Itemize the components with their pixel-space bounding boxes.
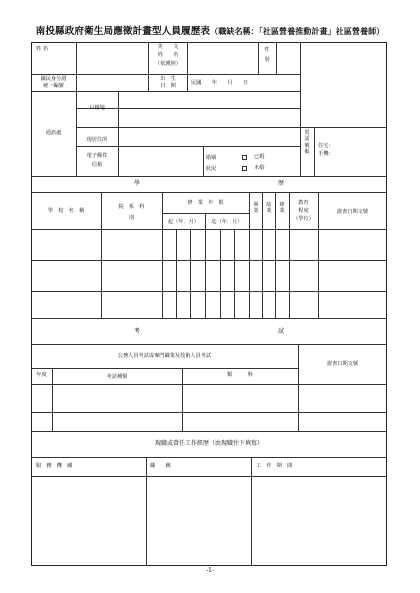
education-level-header: 程度 bbox=[298, 208, 309, 214]
email-label: 電子郵件 bbox=[86, 153, 108, 159]
rule bbox=[31, 457, 387, 458]
rule bbox=[118, 91, 119, 176]
rule bbox=[31, 229, 387, 230]
rule bbox=[146, 457, 147, 566]
department-header: 院 系 科 bbox=[118, 204, 145, 210]
form-title-main: 南投縣政府衛生局應徵計畫型人員履歷表 bbox=[35, 26, 211, 37]
rule bbox=[31, 91, 300, 92]
resume-form bbox=[31, 42, 387, 566]
incomplete-header: 肄業 bbox=[279, 202, 285, 215]
rule bbox=[31, 476, 387, 477]
rule bbox=[31, 344, 387, 345]
rule bbox=[249, 192, 250, 318]
exam-category-header: 類 科 bbox=[227, 372, 253, 378]
rule bbox=[31, 192, 387, 193]
english-name-label: 英 文 bbox=[157, 44, 179, 50]
rule bbox=[176, 229, 177, 318]
id-number-label: 國民身分證 bbox=[40, 76, 67, 82]
exam-section-title: 考 試 bbox=[133, 328, 284, 335]
page-number: -1- bbox=[206, 567, 214, 574]
rule bbox=[190, 229, 191, 318]
rule bbox=[148, 42, 149, 74]
rule bbox=[31, 74, 300, 75]
english-name-note: （依護照） bbox=[155, 61, 181, 67]
home-phone: 住宅： bbox=[318, 143, 334, 149]
form-title bbox=[0, 23, 420, 37]
rule bbox=[300, 42, 301, 127]
rule bbox=[276, 42, 277, 74]
study-period-header: 修 業 年 限 bbox=[187, 200, 224, 206]
married-checkbox[interactable] bbox=[242, 155, 247, 160]
education-section-title: 學 歷 bbox=[133, 180, 284, 187]
rule bbox=[31, 318, 387, 319]
form-subtitle: （職缺名稱：「社區營養推動計畫」社區營養師） bbox=[210, 26, 385, 36]
education-level-header: （學位） bbox=[293, 216, 314, 222]
rule bbox=[251, 457, 252, 566]
rule bbox=[234, 229, 235, 318]
gender-label: 性 bbox=[264, 47, 270, 53]
birth-date-label: 日 期 bbox=[160, 83, 176, 89]
exam-cert-header: 證書日期文號 bbox=[326, 361, 359, 367]
department-header: 別 bbox=[128, 215, 135, 221]
rule bbox=[162, 192, 163, 318]
exam-year-header: 年度 bbox=[36, 372, 47, 378]
id-number-label: 統一編號 bbox=[43, 83, 64, 89]
name-label: 姓 名 bbox=[36, 46, 49, 52]
residence-label: 現居住所 bbox=[86, 137, 108, 143]
rule bbox=[76, 146, 300, 147]
marital-label: 狀況 bbox=[205, 166, 217, 172]
rule bbox=[205, 213, 206, 318]
rule bbox=[31, 368, 298, 369]
exam-type-title: 公務人員考試或專門職業及技術人員考試 bbox=[117, 353, 212, 359]
marital-label: 婚姻 bbox=[205, 155, 217, 161]
rule bbox=[275, 192, 276, 318]
position-header: 職 稱 bbox=[150, 463, 171, 469]
rule bbox=[101, 192, 102, 318]
rule bbox=[220, 229, 221, 318]
education-level-header: 教育 bbox=[298, 200, 309, 206]
address-label: 通訊處 bbox=[45, 130, 62, 136]
exam-kind-header: 考試種類 bbox=[106, 374, 128, 380]
married-label: 已婚 bbox=[254, 154, 265, 160]
rule bbox=[262, 192, 263, 318]
mobile-phone: 手機： bbox=[318, 151, 334, 157]
rule bbox=[31, 176, 387, 177]
rule bbox=[31, 412, 387, 413]
rule bbox=[298, 344, 299, 431]
rule bbox=[31, 384, 387, 385]
single-checkbox[interactable] bbox=[242, 166, 247, 171]
rule bbox=[31, 431, 387, 432]
single-label: 未婚 bbox=[254, 165, 265, 171]
rule bbox=[314, 127, 315, 176]
graduated-header: 畢業 bbox=[253, 202, 259, 215]
experience-section-title: 現職或曾任工作經歷（由現職往下填寫） bbox=[154, 440, 263, 447]
email-label: 信箱 bbox=[91, 162, 103, 168]
english-name-label: 姓 名 bbox=[157, 52, 179, 58]
organization-header: 服 務 機 關 bbox=[36, 463, 73, 469]
study-from-header: 起（年．月） bbox=[167, 219, 200, 225]
phone-label: 電話號碼 bbox=[304, 130, 310, 156]
gender-label: 別 bbox=[264, 57, 270, 63]
birth-date-value[interactable]: 民國 年 月 日 bbox=[191, 80, 249, 86]
rule bbox=[31, 260, 387, 261]
rule bbox=[187, 42, 188, 91]
rule bbox=[76, 127, 387, 128]
education-cert-header: 證書日期文號 bbox=[336, 209, 369, 215]
rule bbox=[300, 127, 301, 176]
work-period-header: 工 作 期 間 bbox=[256, 463, 293, 469]
rule bbox=[31, 291, 387, 292]
completed-header: 結業 bbox=[266, 202, 272, 215]
study-to-header: 迄（年．月） bbox=[211, 219, 243, 225]
birth-date-label: 出 生 bbox=[160, 76, 176, 82]
household-label: 戶籍地 bbox=[89, 105, 105, 111]
school-name-header: 學 校 名 稱 bbox=[47, 208, 85, 214]
